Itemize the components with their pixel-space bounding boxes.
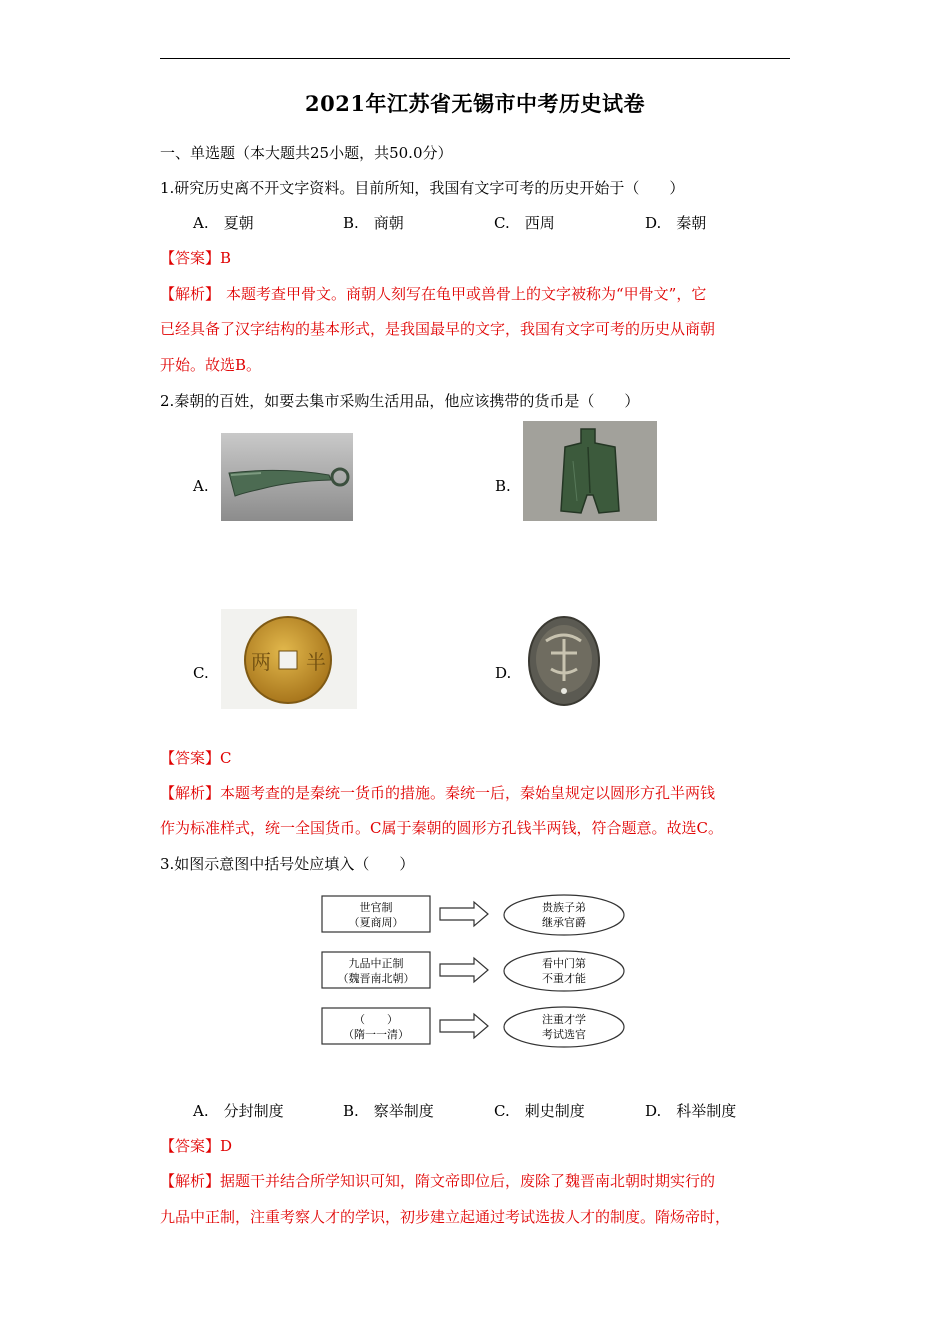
knife-coin-image <box>221 433 353 521</box>
q2-label-a: A. <box>193 477 209 495</box>
diagram-ellipse-2-line-2: 不重才能 <box>542 973 586 985</box>
q1-option-b: B. 商朝 <box>343 214 404 232</box>
diagram-ellipse-2-line-1: 看中门第 <box>542 958 586 970</box>
q3-analysis-text-1: 据题干并结合所学知识可知，隋文帝即位后，废除了魏晋南北朝时期实行的 <box>220 1172 716 1190</box>
q3-analysis-line-2: 九品中正制，注重考察人才的学识，初步建立起通过考试选拔人才的制度。隋炀帝时， <box>160 1208 731 1226</box>
diagram-box-1-line-1: 世官制 <box>359 902 393 914</box>
analysis-tag: 【解析】 <box>160 1172 221 1190</box>
q3-option-c: C. 刺史制度 <box>494 1102 585 1120</box>
coin-char-left: 两 <box>251 650 271 674</box>
diagram-box-3-line-1: （ ） <box>354 1014 398 1026</box>
q1-answer-value: B <box>220 249 232 267</box>
q3-option-a: A. 分封制度 <box>193 1102 284 1120</box>
answer-tag: 【答案】 <box>160 749 221 767</box>
q3-answer <box>160 1136 232 1156</box>
banliang-coin-image <box>221 609 357 709</box>
diagram-arrow-3 <box>440 1014 488 1038</box>
diagram-ellipse-1-line-2: 继承官爵 <box>542 917 586 929</box>
q1-option-a: A. 夏朝 <box>193 214 254 232</box>
q3-option-b: B. 察举制度 <box>343 1102 434 1120</box>
q2-label-b: B. <box>495 477 511 495</box>
diagram-ellipse-3 <box>504 1007 624 1047</box>
diagram-row-2 <box>322 951 624 991</box>
diagram-box-3-line-2: （隋一一清） <box>343 1029 409 1041</box>
diagram-ellipse-1 <box>504 895 624 935</box>
q2-label-d: D. <box>495 664 512 682</box>
q3-analysis-line-1 <box>160 1171 715 1191</box>
q3-answer-value: D <box>220 1137 233 1155</box>
coin-char-right: 半 <box>306 650 326 674</box>
q2-answer-value: C <box>220 749 232 767</box>
q1-analysis-text-1: 本题考查甲骨文。商朝人刻写在龟甲或兽骨上的文字被称为“甲骨文”，它 <box>226 285 707 303</box>
diagram-ellipse-1-line-1: 贵族子弟 <box>542 902 586 914</box>
spade-coin-image <box>523 421 657 521</box>
diagram-box-1-line-2: （夏商周） <box>348 917 404 929</box>
q3-option-d: D. 科举制度 <box>645 1102 737 1120</box>
q2-analysis-text-1: 本题考查的是秦统一货币的措施。秦统一后，秦始皇规定以圆形方孔半两钱 <box>220 784 716 802</box>
q2-analysis-line-2: 作为标准样式，统一全国货币。C属于秦朝的圆形方孔钱半两钱，符合题意。故选C。 <box>160 819 723 837</box>
diagram-arrow-2 <box>440 958 488 982</box>
q1-analysis-line-2: 已经具备了汉字结构的基本形式，是我国最早的文字，我国有文字可考的历史从商朝 <box>160 320 716 338</box>
answer-tag: 【答案】 <box>160 1137 221 1155</box>
diagram-row-3 <box>322 1007 624 1047</box>
q1-stem: 1.研究历史离不开文字资料。目前所知，我国有文字可考的历史开始于（ ） <box>160 179 685 197</box>
answer-tag: 【答案】 <box>160 249 221 267</box>
diagram-arrow-1 <box>440 902 488 926</box>
q2-analysis-line-1 <box>160 783 715 803</box>
diagram-box-2-line-2: （魏晋南北朝） <box>337 973 415 985</box>
section-heading: 一、单选题（本大题共25小题，共50.0分） <box>160 144 453 162</box>
q2-answer <box>160 748 232 768</box>
analysis-tag: 【解析】 <box>160 285 221 303</box>
q1-answer <box>160 248 231 268</box>
q1-analysis-line-1 <box>160 284 706 304</box>
official-selection-diagram <box>318 892 634 1060</box>
q1-option-d: D. 秦朝 <box>645 214 707 232</box>
q1-option-c: C. 西周 <box>494 214 555 232</box>
diagram-box-2-line-1: 九品中正制 <box>348 958 404 970</box>
diagram-ellipse-3-line-2: 考试选官 <box>542 1029 586 1041</box>
q2-label-c: C. <box>193 664 209 682</box>
diagram-ellipse-3-line-1: 注重才学 <box>542 1014 586 1026</box>
q3-stem: 3.如图示意图中括号处应填入（ ） <box>160 855 415 873</box>
diagram-row-1 <box>322 895 624 935</box>
ant-nose-coin-image <box>521 611 607 709</box>
q2-stem: 2.秦朝的百姓，如要去集市采购生活用品，他应该携带的货币是（ ） <box>160 392 640 410</box>
page-title: 2021年江苏省无锡市中考历史试卷 <box>305 91 645 116</box>
analysis-tag: 【解析】 <box>160 784 221 802</box>
q1-analysis-line-3: 开始。故选B。 <box>160 356 262 374</box>
diagram-ellipse-2 <box>504 951 624 991</box>
header-rule <box>160 58 790 59</box>
